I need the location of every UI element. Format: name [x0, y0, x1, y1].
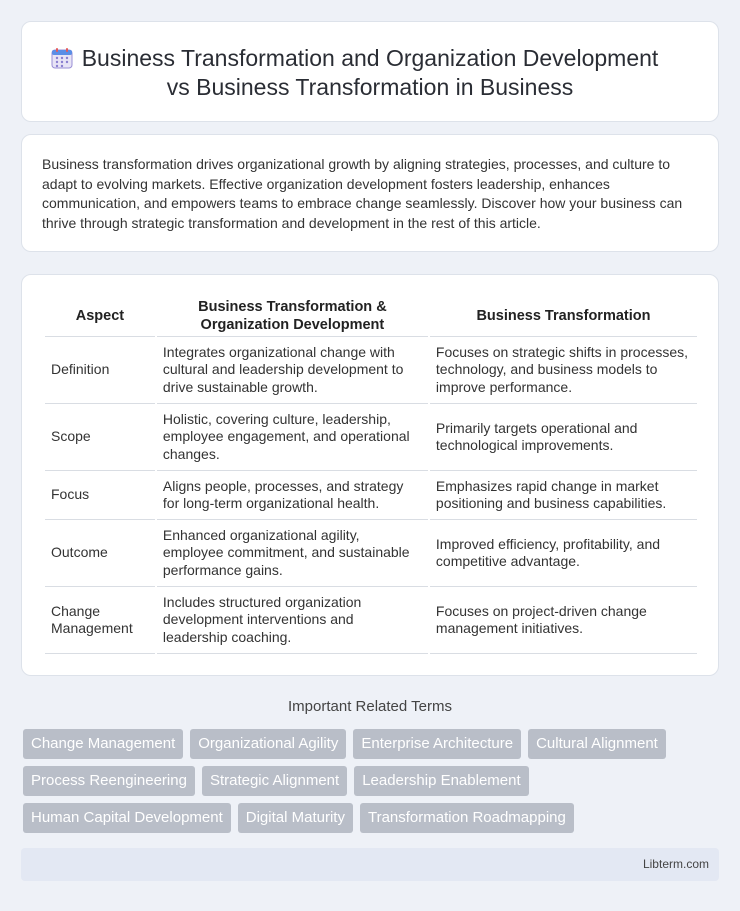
row-aspect: Scope — [45, 404, 155, 471]
row-bto: Aligns people, processes, and strategy for long-term organizational health. — [157, 471, 428, 520]
tag-organizational-agility[interactable]: Organizational Agility — [190, 729, 346, 759]
tag-strategic-alignment[interactable]: Strategic Alignment — [202, 766, 347, 796]
footer — [21, 848, 719, 881]
row-bt: Focuses on strategic shifts in processes, technology, and business models to improve performance. — [430, 337, 697, 404]
tag-human-capital-development[interactable]: Human Capital Development — [23, 803, 231, 833]
intro-text: Business transformation drives organizational growth by aligning strategies, processes, and culture to adapt to evolving markets. Effective organization development fosters leadership, enhances communication, and empowers teams to embrace change seamlessly. Discover how your business can thrive through strategic transformation and development in the rest of this article. — [42, 156, 683, 231]
row-bto: Enhanced organizational agility, employee commitment, and sustainable performance gains. — [157, 520, 428, 587]
page-title-line-1: Business Transformation and Organization Development — [81, 45, 659, 71]
row-aspect: Outcome — [45, 520, 155, 587]
row-aspect: Focus — [45, 471, 155, 520]
row-bt: Focuses on project-driven change management initiatives. — [430, 587, 697, 654]
related-terms-list — [23, 729, 723, 840]
comparison-card — [21, 274, 719, 676]
row-aspect: Definition — [45, 337, 155, 404]
tag-row — [23, 766, 723, 796]
row-aspect: Change Management — [45, 587, 155, 654]
tag-transformation-roadmapping[interactable]: Transformation Roadmapping — [360, 803, 574, 833]
row-bt: Improved efficiency, profitability, and competitive advantage. — [430, 520, 697, 587]
row-bt: Emphasizes rapid change in market positioning and business capabilities. — [430, 471, 697, 520]
tag-digital-maturity[interactable]: Digital Maturity — [238, 803, 353, 833]
header-bto: Business Transformation & Organization Development — [157, 297, 428, 337]
tag-change-management[interactable]: Change Management — [23, 729, 183, 759]
row-bt: Primarily targets operational and technological improvements. — [430, 404, 697, 471]
page-title-line-2: vs Business Transformation in Business — [166, 74, 574, 100]
related-terms-title: Important Related Terms — [288, 698, 452, 715]
tag-row — [23, 729, 723, 759]
intro-card — [21, 134, 719, 252]
table-row — [45, 471, 697, 520]
tag-cultural-alignment[interactable]: Cultural Alignment — [528, 729, 666, 759]
row-bto: Includes structured organization development interventions and leadership coaching. — [157, 587, 428, 654]
comparison-table — [43, 297, 699, 654]
footer-brand[interactable]: Libterm.com — [642, 857, 709, 871]
tag-enterprise-architecture[interactable]: Enterprise Architecture — [353, 729, 521, 759]
tag-process-reengineering[interactable]: Process Reengineering — [23, 766, 195, 796]
row-bto: Integrates organizational change with cultural and leadership development to drive sustainable growth. — [157, 337, 428, 404]
header-aspect: Aspect — [45, 297, 155, 337]
tag-row — [23, 803, 723, 833]
table-row — [45, 337, 697, 404]
tag-leadership-enablement[interactable]: Leadership Enablement — [354, 766, 528, 796]
table-header-row — [45, 297, 697, 337]
table-row — [45, 404, 697, 471]
row-bto: Holistic, covering culture, leadership, employee engagement, and operational changes. — [157, 404, 428, 471]
header-card — [21, 21, 719, 122]
table-row — [45, 520, 697, 587]
header-bt: Business Transformation — [430, 297, 697, 337]
table-row — [45, 587, 697, 654]
page-title — [22, 44, 718, 102]
